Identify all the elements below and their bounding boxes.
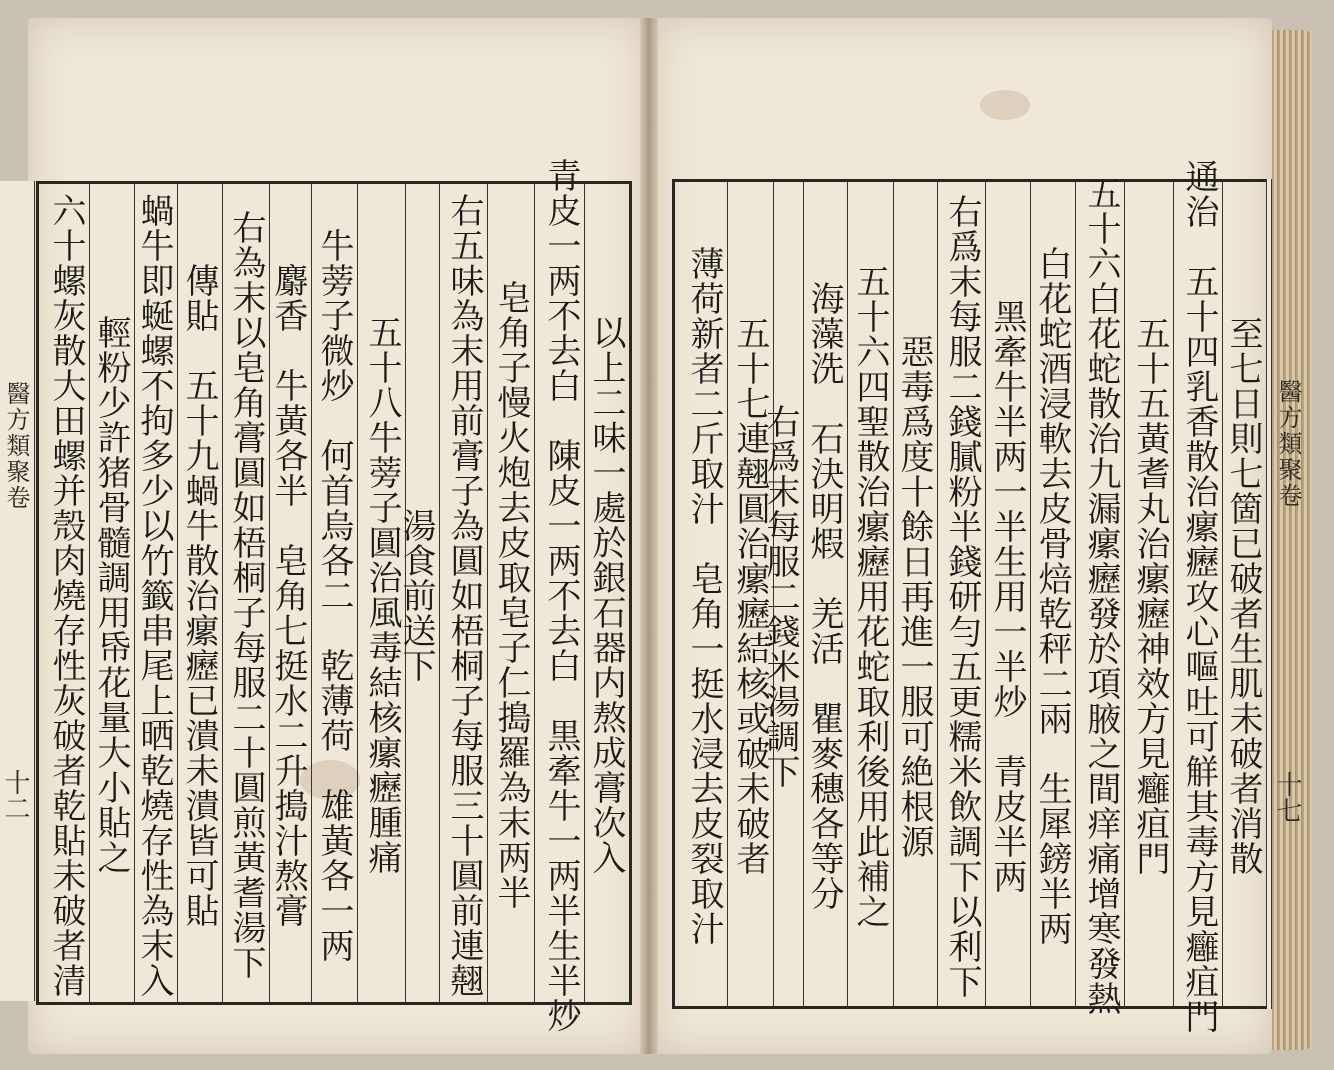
column-text: 五十六白花蛇散治九漏瘰癧發於項腋之間痒痛增寒發熱 bbox=[1081, 176, 1121, 1016]
text-column bbox=[1124, 182, 1173, 1006]
right-text-frame bbox=[672, 158, 1272, 1034]
text-column bbox=[134, 184, 177, 1002]
column-text: 五十八牛蒡子圓治風毒結核瘰癧腫痛 bbox=[362, 315, 402, 875]
text-column bbox=[311, 184, 357, 1002]
column-text: 牛蒡子微炒 何首烏各二 乾薄荷 雄黃各一两 bbox=[314, 227, 354, 963]
column-text: 青皮一两不去白 陳皮一两不去白 黒牽牛一两半生半炒 bbox=[541, 157, 581, 1033]
paper-stain bbox=[980, 90, 1030, 120]
text-column bbox=[39, 184, 89, 1002]
text-column bbox=[1173, 158, 1222, 1034]
text-column bbox=[534, 157, 584, 1033]
fold-page-number: 十二 bbox=[0, 769, 30, 821]
text-column bbox=[760, 182, 803, 1006]
left-text-frame bbox=[36, 157, 632, 1033]
text-column bbox=[937, 182, 985, 1006]
text-column bbox=[439, 184, 487, 1002]
text-column bbox=[1222, 182, 1266, 1006]
column-text: 黑牽牛半两一半生用一半炒 青皮半两 bbox=[987, 298, 1027, 894]
column-text: 五十六四聖散治瘰癧用花蛇取利後用此補之 bbox=[850, 263, 890, 929]
left-fold-margin bbox=[0, 181, 35, 1001]
column-text: 至七日則七箇已破者生肌未破者消散 bbox=[1223, 316, 1263, 876]
column-text: 輕粉少許猪骨髓調用帋花量大小貼之 bbox=[91, 315, 131, 875]
text-column bbox=[396, 184, 439, 1002]
column-text: 蝸牛即蜒螺不拘多少以竹籤串尾上晒乾燒存性為末入 bbox=[134, 192, 174, 998]
column-text: 薄荷新者二斤取汁 皂角一挺水浸去皮裂取汁 bbox=[684, 246, 724, 946]
text-column bbox=[985, 182, 1030, 1006]
column-text: 惡毒爲度十餘日再進一服可絶根源 bbox=[894, 333, 934, 859]
column-text: 白花蛇酒浸軟去皮骨焙乾秤二兩 生犀鎊半两 bbox=[1032, 246, 1072, 946]
text-column bbox=[357, 184, 405, 1002]
column-text: 右爲末每服二錢膩粉半錢研勻五更糯米飲調下以利下 bbox=[942, 193, 982, 999]
column-text: 麝香 牛黃各半 皂角七挺水二升搗汁熬膏 bbox=[268, 262, 308, 928]
column-text: 五十五黃耆丸治瘰癧神效方見癰疽門 bbox=[1130, 316, 1170, 876]
text-column bbox=[727, 182, 773, 1006]
column-text: 通治 五十四乳香散治瘰癧攻心嘔吐可觧其毒方見癰疽門 bbox=[1179, 158, 1219, 1034]
text-column bbox=[89, 184, 134, 1002]
text-column bbox=[847, 182, 893, 1006]
text-column bbox=[177, 184, 222, 1002]
text-column bbox=[584, 184, 629, 1002]
fold-title: 醫方類聚卷 bbox=[1274, 379, 1302, 509]
column-text: 五十七連翹圓治瘰癧結核或破未破者 bbox=[730, 316, 770, 876]
column-text: 以上二味一處於銀石器内熬成膏次入 bbox=[586, 315, 626, 875]
column-text: 右為末以皂角膏圓如梧桐子每服二十圓煎黃耆湯下 bbox=[226, 210, 266, 980]
book-gutter bbox=[640, 18, 658, 1054]
right-fold-margin bbox=[1272, 179, 1306, 1003]
fold-page-number: 十七 bbox=[1272, 771, 1302, 823]
column-text: 傳貼 五十九蝸牛散治瘰癧已潰未潰皆可貼 bbox=[179, 262, 219, 928]
text-column bbox=[222, 184, 269, 1002]
column-text: 海藻洗 石決明煆 羌活 瞿麥穗各等分 bbox=[804, 281, 844, 911]
column-text: 湯食前送下 bbox=[396, 507, 436, 683]
text-column bbox=[487, 184, 534, 1002]
fold-title: 醫方類聚卷 bbox=[2, 381, 30, 511]
column-text: 右爲末每服二錢米湯調下 bbox=[760, 403, 800, 789]
text-column bbox=[1030, 182, 1075, 1006]
text-column bbox=[893, 182, 937, 1006]
column-text: 右五味為末用前膏子為圓如梧桐子每服三十圓前連翹 bbox=[444, 192, 484, 998]
text-column bbox=[803, 182, 847, 1006]
column-text: 皂角子慢火炮去皮取皂子仁搗羅為末两半 bbox=[491, 280, 531, 910]
column-text: 六十螺灰散大田螺并殼肉燒存性灰破者乾貼未破者清 bbox=[46, 192, 86, 998]
text-column bbox=[675, 182, 727, 1006]
text-column bbox=[269, 184, 311, 1002]
text-column bbox=[1075, 176, 1124, 1016]
